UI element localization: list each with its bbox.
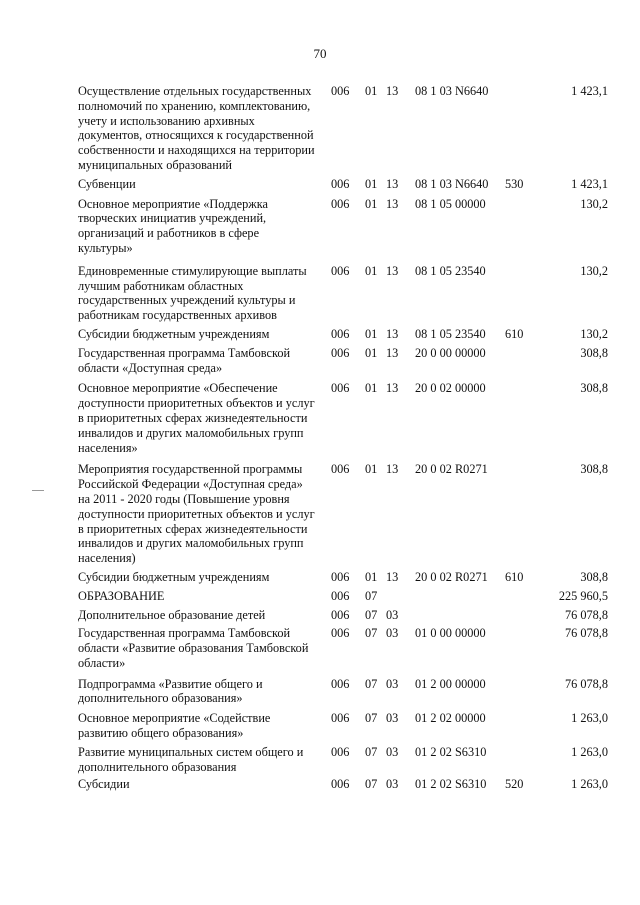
row-name: ОБРАЗОВАНИЕ xyxy=(78,588,165,603)
row-name: Государственная программа Тамбовской области «Доступная среда» xyxy=(78,345,291,375)
section-code: 07 xyxy=(365,607,378,622)
ministry-code: 006 xyxy=(331,381,350,396)
budget-table xyxy=(78,84,608,792)
subsection-code: 13 xyxy=(386,569,399,584)
margin-mark xyxy=(32,490,44,491)
subsection-code: 03 xyxy=(386,626,399,641)
table-row xyxy=(78,677,608,707)
target-article-code: 01 2 02 S6310 xyxy=(415,777,487,792)
subsection-code: 03 xyxy=(386,676,399,691)
ministry-code: 006 xyxy=(331,569,350,584)
table-row xyxy=(78,197,608,256)
amount-value: 308,8 xyxy=(580,462,608,477)
amount-value: 130,2 xyxy=(580,326,608,341)
table-row xyxy=(78,327,608,342)
amount-value: 308,8 xyxy=(580,345,608,360)
row-name: Основное мероприятие «Содействие развитию общего образования» xyxy=(78,711,271,741)
subsection-code: 03 xyxy=(386,711,399,726)
section-code: 07 xyxy=(365,588,378,603)
subsection-code: 03 xyxy=(386,777,399,792)
target-article-code: 20 0 02 R0271 xyxy=(415,569,488,584)
amount-value: 1 263,0 xyxy=(571,711,608,726)
target-article-code: 01 2 02 00000 xyxy=(415,711,486,726)
subsection-code: 13 xyxy=(386,84,399,98)
table-row xyxy=(78,177,608,192)
ministry-code: 006 xyxy=(331,345,350,360)
target-article-code: 08 1 05 00000 xyxy=(415,196,486,211)
ministry-code: 006 xyxy=(331,777,350,792)
ministry-code: 006 xyxy=(331,196,350,211)
section-code: 01 xyxy=(365,263,378,278)
row-name: Развитие муниципальных систем общего и дополнительного образования xyxy=(78,744,304,774)
amount-value: 76 078,8 xyxy=(564,626,608,641)
table-row xyxy=(78,84,608,173)
ministry-code: 006 xyxy=(331,326,350,341)
amount-value: 76 078,8 xyxy=(564,676,608,691)
section-code: 01 xyxy=(365,345,378,360)
table-row xyxy=(78,589,608,604)
subsection-code: 03 xyxy=(386,744,399,759)
subsection-code: 13 xyxy=(386,176,399,191)
row-name: Подпрограмма «Развитие общего и дополнительного образования» xyxy=(78,676,263,706)
section-code: 01 xyxy=(365,326,378,341)
target-article-code: 20 0 02 00000 xyxy=(415,381,486,396)
amount-value: 130,2 xyxy=(580,196,608,211)
section-code: 01 xyxy=(365,84,378,98)
table-row xyxy=(78,462,608,566)
amount-value: 1 423,1 xyxy=(571,84,608,98)
row-name: Субсидии бюджетным учреждениям xyxy=(78,326,270,341)
table-row xyxy=(78,711,608,741)
ministry-code: 006 xyxy=(331,462,350,477)
ministry-code: 006 xyxy=(331,588,350,603)
row-name: Субвенции xyxy=(78,176,136,191)
subsection-code: 13 xyxy=(386,196,399,211)
expense-type-code: 610 xyxy=(505,326,524,341)
table-row xyxy=(78,570,608,585)
row-name: Основное мероприятие «Поддержка творческих инициатив учреждений, организаций и работников в сфере культуры» xyxy=(78,196,268,255)
row-name: Основное мероприятие «Обеспечение доступности приоритетных объектов и услуг в приоритетных сферах жизнедеятельности инвалидов и других маломобильных групп населения» xyxy=(78,381,315,455)
amount-value: 76 078,8 xyxy=(564,607,608,622)
ministry-code: 006 xyxy=(331,263,350,278)
target-article-code: 20 0 00 00000 xyxy=(415,345,486,360)
row-name: Единовременные стимулирующие выплаты лучшим работникам областных государственных учреждений культуры и работникам государственных архивов xyxy=(78,263,307,323)
amount-value: 308,8 xyxy=(580,381,608,396)
target-article-code: 08 1 05 23540 xyxy=(415,326,486,341)
page-number: 70 xyxy=(313,46,327,61)
row-name: Осуществление отдельных государственных полномочий по хранению, комплектованию, учету и использованию архивных документов, относящихся к государственной собственности и находящихся на территории муниципальных образований xyxy=(78,84,315,172)
target-article-code: 01 0 00 00000 xyxy=(415,626,486,641)
amount-value: 1 263,0 xyxy=(571,744,608,759)
section-code: 01 xyxy=(365,176,378,191)
table-row xyxy=(78,381,608,455)
section-code: 01 xyxy=(365,196,378,211)
ministry-code: 006 xyxy=(331,744,350,759)
section-code: 01 xyxy=(365,381,378,396)
ministry-code: 006 xyxy=(331,711,350,726)
expense-type-code: 530 xyxy=(505,176,524,191)
section-code: 07 xyxy=(365,744,378,759)
row-name: Государственная программа Тамбовской области «Развитие образования Тамбовской области» xyxy=(78,626,309,670)
expense-type-code: 520 xyxy=(505,777,524,792)
expense-type-code: 610 xyxy=(505,569,524,584)
amount-value: 1 423,1 xyxy=(571,176,608,191)
row-name: Субсидии xyxy=(78,777,130,792)
amount-value: 225 960,5 xyxy=(558,588,608,603)
ministry-code: 006 xyxy=(331,626,350,641)
amount-value: 308,8 xyxy=(580,569,608,584)
ministry-code: 006 xyxy=(331,676,350,691)
section-code: 07 xyxy=(365,626,378,641)
subsection-code: 13 xyxy=(386,345,399,360)
section-code: 01 xyxy=(365,569,378,584)
subsection-code: 13 xyxy=(386,263,399,278)
target-article-code: 20 0 02 R0271 xyxy=(415,462,488,477)
section-code: 01 xyxy=(365,462,378,477)
subsection-code: 13 xyxy=(386,462,399,477)
table-row xyxy=(78,777,608,792)
table-row xyxy=(78,346,608,376)
target-article-code: 08 1 03 N6640 xyxy=(415,84,489,98)
section-code: 07 xyxy=(365,676,378,691)
subsection-code: 13 xyxy=(386,326,399,341)
row-name: Субсидии бюджетным учреждениям xyxy=(78,569,270,584)
subsection-code: 03 xyxy=(386,607,399,622)
amount-value: 1 263,0 xyxy=(571,777,608,792)
target-article-code: 01 2 02 S6310 xyxy=(415,744,487,759)
ministry-code: 006 xyxy=(331,607,350,622)
subsection-code: 13 xyxy=(386,381,399,396)
table-row xyxy=(78,264,608,323)
table-row xyxy=(78,608,608,623)
table-row xyxy=(78,745,608,775)
target-article-code: 01 2 00 00000 xyxy=(415,676,486,691)
ministry-code: 006 xyxy=(331,84,350,98)
table-row xyxy=(78,626,608,670)
section-code: 07 xyxy=(365,711,378,726)
section-code: 07 xyxy=(365,777,378,792)
amount-value: 130,2 xyxy=(580,263,608,278)
ministry-code: 006 xyxy=(331,176,350,191)
row-name: Дополнительное образование детей xyxy=(78,607,266,622)
row-name: Мероприятия государственной программы Российской Федерации «Доступная среда» на 2011 - 2020 годы (Повышение уровня доступности приоритетных объектов и услуг в приоритетных сферах жизнедеятельности инвалидов и других маломобильных групп населения) xyxy=(78,462,315,566)
target-article-code: 08 1 03 N6640 xyxy=(415,176,489,191)
target-article-code: 08 1 05 23540 xyxy=(415,263,486,278)
